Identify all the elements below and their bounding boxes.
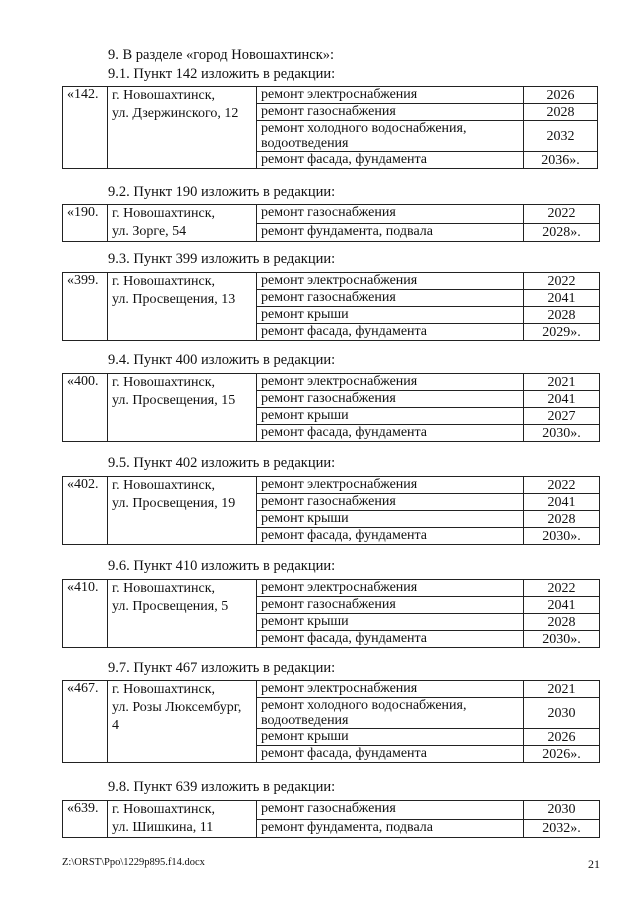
work-type: ремонт газоснабжения — [257, 290, 524, 307]
work-year: 2022 — [524, 477, 600, 494]
address-line: ул. Просвещения, 5 — [112, 599, 229, 614]
amendment-title: 9.7. Пункт 467 изложить в редакции: — [108, 660, 336, 676]
work-year: 2021 — [524, 374, 600, 391]
item-number: «400. — [63, 374, 108, 442]
work-type: ремонт холодного водоснабжения, водоотведения — [257, 698, 524, 729]
address-line: г. Новошахтинск, — [112, 581, 216, 596]
address-works-table — [62, 272, 600, 341]
table-row — [63, 374, 600, 391]
address-works-table — [62, 204, 600, 242]
work-type: ремонт газоснабжения — [257, 391, 524, 408]
table-row — [63, 801, 600, 820]
work-type: ремонт крыши — [257, 614, 524, 631]
address-cell — [108, 205, 257, 242]
work-year: 2021 — [524, 681, 600, 698]
work-type: ремонт крыши — [257, 729, 524, 746]
work-year: 2029». — [524, 324, 600, 341]
work-year: 2027 — [524, 408, 600, 425]
work-year: 2028 — [524, 614, 600, 631]
work-type: ремонт фасада, фундамента — [257, 152, 524, 169]
address-line: г. Новошахтинск, — [112, 478, 216, 493]
amendment-title: 9.2. Пункт 190 изложить в редакции: — [108, 184, 336, 200]
table-row — [63, 87, 598, 104]
work-type: ремонт газоснабжения — [257, 104, 524, 121]
address-cell — [108, 273, 257, 341]
address-cell — [108, 87, 257, 169]
section-heading: 9. В разделе «город Новошахтинск»: — [108, 47, 335, 63]
item-number: «402. — [63, 477, 108, 545]
amendment-title: 9.4. Пункт 400 изложить в редакции: — [108, 352, 336, 368]
page-number: 21 — [588, 857, 600, 871]
address-works-table — [62, 86, 598, 169]
work-type: ремонт крыши — [257, 408, 524, 425]
table-row — [63, 205, 600, 224]
address-line: ул. Просвещения, 19 — [112, 496, 236, 511]
work-type: ремонт фасада, фундамента — [257, 425, 524, 442]
item-number: «399. — [63, 273, 108, 341]
work-year: 2036». — [524, 152, 598, 169]
work-year: 2041 — [524, 597, 600, 614]
work-year: 2030». — [524, 631, 600, 648]
work-type: ремонт газоснабжения — [257, 597, 524, 614]
work-year: 2030 — [524, 801, 600, 820]
address-works-table — [62, 680, 600, 763]
item-number: «190. — [63, 205, 108, 242]
address-line: г. Новошахтинск, — [112, 802, 216, 817]
address-line: г. Новошахтинск, — [112, 375, 216, 390]
work-year: 2030 — [524, 698, 600, 729]
item-number: «410. — [63, 580, 108, 648]
work-type: ремонт газоснабжения — [257, 205, 524, 224]
work-type: ремонт холодного водоснабжения, водоотведения — [257, 121, 524, 152]
amendment-title: 9.1. Пункт 142 изложить в редакции: — [108, 66, 336, 82]
work-type: ремонт фасада, фундамента — [257, 528, 524, 545]
address-line: ул. Шишкина, 11 — [112, 820, 214, 835]
work-type: ремонт газоснабжения — [257, 494, 524, 511]
address-line: ул. Просвещения, 15 — [112, 393, 236, 408]
address-line: ул. Дзержинского, 12 — [112, 106, 239, 121]
item-number: «639. — [63, 801, 108, 838]
table-row — [63, 477, 600, 494]
work-year: 2028 — [524, 307, 600, 324]
address-cell — [108, 374, 257, 442]
address-cell — [108, 801, 257, 838]
address-works-table — [62, 373, 600, 442]
amendment-title: 9.8. Пункт 639 изложить в редакции: — [108, 779, 336, 795]
table-row — [63, 273, 600, 290]
work-year: 2028 — [524, 511, 600, 528]
work-year: 2041 — [524, 494, 600, 511]
work-year: 2028 — [524, 104, 598, 121]
address-cell — [108, 580, 257, 648]
work-type: ремонт газоснабжения — [257, 801, 524, 820]
work-type: ремонт электроснабжения — [257, 580, 524, 597]
amendment-title: 9.6. Пункт 410 изложить в редакции: — [108, 558, 336, 574]
work-year: 2022 — [524, 580, 600, 597]
work-year: 2032». — [524, 819, 600, 838]
work-type: ремонт фасада, фундамента — [257, 631, 524, 648]
address-works-table — [62, 476, 600, 545]
work-year: 2028». — [524, 223, 600, 242]
work-year: 2041 — [524, 290, 600, 307]
address-works-table — [62, 579, 600, 648]
work-type: ремонт электроснабжения — [257, 477, 524, 494]
address-line: 4 — [112, 718, 119, 733]
address-line: г. Новошахтинск, — [112, 88, 216, 103]
address-line: г. Новошахтинск, — [112, 274, 216, 289]
address-works-table — [62, 800, 600, 838]
work-year: 2030». — [524, 528, 600, 545]
work-type: ремонт фундамента, подвала — [257, 223, 524, 242]
work-year: 2022 — [524, 273, 600, 290]
work-year: 2041 — [524, 391, 600, 408]
work-type: ремонт электроснабжения — [257, 87, 524, 104]
address-cell — [108, 477, 257, 545]
work-type: ремонт фасада, фундамента — [257, 324, 524, 341]
work-year: 2026 — [524, 729, 600, 746]
work-year: 2026 — [524, 87, 598, 104]
work-type: ремонт электроснабжения — [257, 273, 524, 290]
table-row — [63, 580, 600, 597]
work-year: 2022 — [524, 205, 600, 224]
item-number: «467. — [63, 681, 108, 763]
work-year: 2030». — [524, 425, 600, 442]
work-type: ремонт электроснабжения — [257, 374, 524, 391]
amendment-title: 9.3. Пункт 399 изложить в редакции: — [108, 251, 336, 267]
work-type: ремонт электроснабжения — [257, 681, 524, 698]
address-line: ул. Просвещения, 13 — [112, 292, 236, 307]
work-year: 2032 — [524, 121, 598, 152]
address-line: г. Новошахтинск, — [112, 682, 216, 697]
work-type: ремонт крыши — [257, 511, 524, 528]
table-row — [63, 681, 600, 698]
work-type: ремонт крыши — [257, 307, 524, 324]
work-type: ремонт фундамента, подвала — [257, 819, 524, 838]
address-line: г. Новошахтинск, — [112, 206, 216, 221]
address-line: ул. Розы Люксембург, — [112, 700, 242, 715]
amendment-title: 9.5. Пункт 402 изложить в редакции: — [108, 455, 336, 471]
item-number: «142. — [63, 87, 108, 169]
work-type: ремонт фасада, фундамента — [257, 746, 524, 763]
work-year: 2026». — [524, 746, 600, 763]
address-line: ул. Зорге, 54 — [112, 224, 187, 239]
address-cell — [108, 681, 257, 763]
footer-file-path: Z:\ORST\Ppo\1229p895.f14.docx — [62, 857, 205, 868]
